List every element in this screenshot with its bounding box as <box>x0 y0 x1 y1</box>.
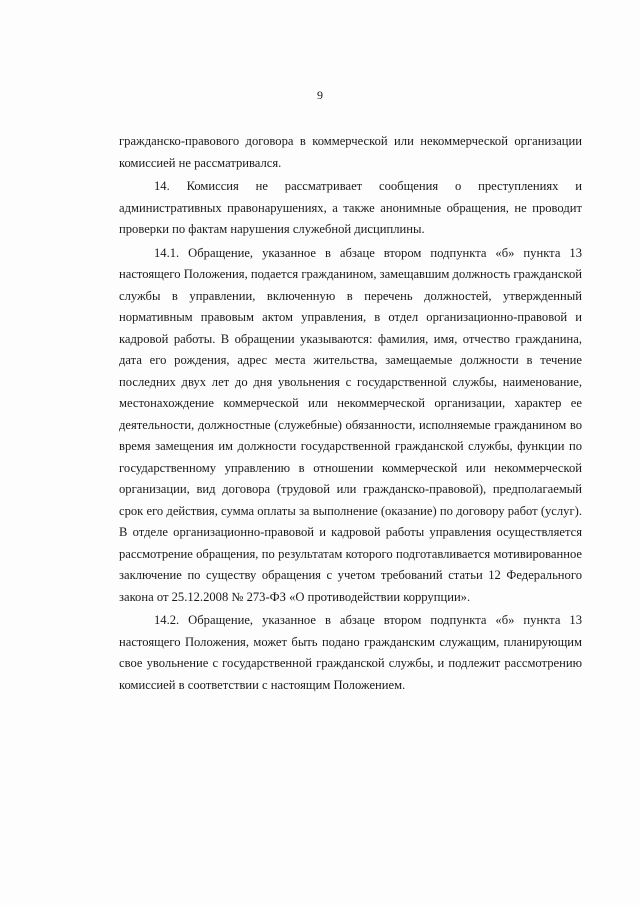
paragraph-14-2: 14.2. Обращение, указанное в абзаце втором подпункта «б» пункта 13 настоящего Положения, может быть подано гражданским служащим, планирующим свое увольнение с государственной гражданской службы, и подлежит рассмотрению комиссией в соответствии с настоящим Положением. <box>119 613 582 692</box>
paragraph-14-1: 14.1. Обращение, указанное в абзаце втором подпункта «б» пункта 13 настоящего Положения, подается гражданином, замещавшим должность гражданской службы в управлении, включенную в перечень должностей, утвержденный нормативным правовым актом управления, в отдел организационно-правовой и кадровой работы. В обращении указываются: фамилия, имя, отчество гражданина, дата его рождения, адрес места жительства, замещаемые должности в течение последних двух лет до дня увольнения с государственной службы, наименование, местонахождение коммерческой или некоммерческой организации, характер ее деятельности, должностные (служебные) обязанности, исполняемые гражданином во время замещения им должности государственной гражданской службы, функции по государственному управлению в отношении коммерческой или некоммерческой организации, вид договора (трудовой или гражданско-правовой), предполагаемый срок его действия, сумма оплаты за выполнение (оказание) по договору работ (услуг). В отделе организационно-правовой и кадровой работы управления осуществляется рассмотрение обращения, по результатам которого подготавливается мотивированное заключение по существу обращения с учетом требований статьи 12 Федерального закона от 25.12.2008 № 273-ФЗ «О противодействии коррупции». <box>119 245 582 604</box>
paragraph-continuation: гражданско-правового договора в коммерческой или некоммерческой организации комиссией не рассматривался. <box>119 134 582 170</box>
page-number: 9 <box>317 88 323 102</box>
paragraph-14: 14. Комиссия не рассматривает сообщения о преступлениях и административных правонарушениях, а также анонимные обращения, не проводит проверки по фактам нарушения служебной дисциплины. <box>119 179 582 236</box>
document-body <box>119 131 582 697</box>
